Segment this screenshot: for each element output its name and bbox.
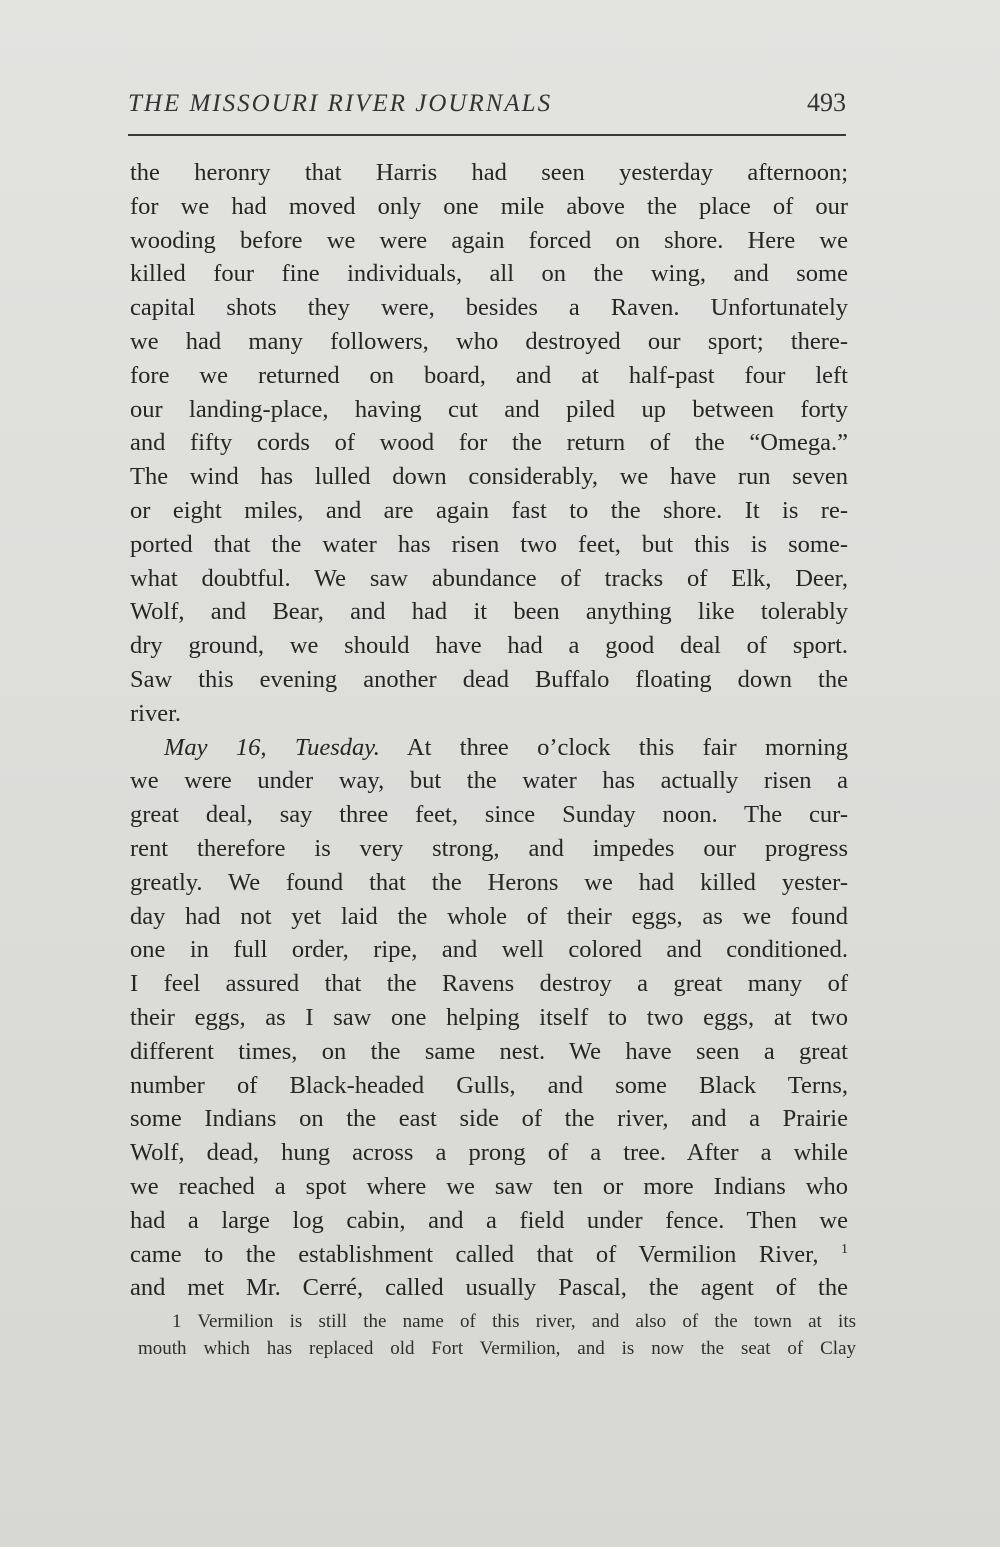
footnote-text: Vermilion is still the name of this river, and also of the town at its <box>181 1311 856 1332</box>
text-line: for we had moved only one mile above the place of our <box>130 192 848 220</box>
text-line: greatly. We found that the Herons we had killed yester- <box>130 868 848 896</box>
header-rule <box>128 134 846 136</box>
text-line: Saw this evening another dead Buffalo floating down the <box>130 665 848 693</box>
footnote-line <box>138 1308 856 1335</box>
text-line: river. <box>130 699 182 727</box>
text-line: The wind has lulled down considerably, we have run seven <box>130 463 848 491</box>
footnote-line: mouth which has replaced old Fort Vermilion, and is now the seat of Clay <box>138 1338 856 1359</box>
footnote-reference: 1 <box>841 1241 849 1257</box>
text-line: what doubtful. We saw abundance of tracks of Elk, Deer, <box>130 564 848 592</box>
text-line: we were under way, but the water has actually risen a <box>130 767 848 795</box>
text-line-with-note <box>130 1238 848 1272</box>
text-line: had a large log cabin, and a field under fence. Then we <box>130 1206 848 1234</box>
footnote <box>138 1308 856 1362</box>
footnote-marker: 1 <box>172 1311 182 1332</box>
paragraph-1 <box>130 156 848 731</box>
text-line: dry ground, we should have had a good deal of sport. <box>130 632 848 660</box>
text-line: wooding before we were again forced on shore. Here we <box>130 226 848 254</box>
text-line: one in full order, ripe, and well colored and conditioned. <box>130 936 848 964</box>
text-line: their eggs, as I saw one helping itself to two eggs, at two <box>130 1003 848 1031</box>
text-line: I feel assured that the Ravens destroy a great many of <box>130 970 848 998</box>
paragraph-2 <box>130 731 848 1306</box>
text-run: came to the establishment called that of Vermilion River, <box>130 1240 819 1268</box>
text-line: different times, on the same nest. We have seen a great <box>130 1037 848 1065</box>
text-run: At three o’clock this fair morning <box>379 733 848 761</box>
text-line: we had many followers, who destroyed our sport; there- <box>130 327 848 355</box>
text-line: great deal, say three feet, since Sunday noon. The cur- <box>130 801 848 829</box>
text-line: and met Mr. Cerré, called usually Pascal, the agent of the <box>130 1274 848 1302</box>
text-line: the heronry that Harris had seen yesterday afternoon; <box>130 159 848 186</box>
text-line: day had not yet laid the whole of their eggs, as we found <box>130 902 848 930</box>
page-number: 493 <box>807 88 846 117</box>
text-line: rent therefore is very strong, and impedes our progress <box>130 834 848 862</box>
text-line: we reached a spot where we saw ten or more Indians who <box>130 1172 848 1200</box>
text-line: number of Black-headed Gulls, and some Black Terns, <box>130 1071 848 1099</box>
text-line: and fifty cords of wood for the return of the “Omega.” <box>130 429 848 457</box>
text-line: fore we returned on board, and at half-past four left <box>130 361 848 389</box>
text-line: killed four fine individuals, all on the wing, and some <box>130 260 848 288</box>
body-text <box>130 156 848 1305</box>
text-line: Wolf, and Bear, and had it been anything like tolerably <box>130 598 848 626</box>
dateline: May 16, Tuesday. <box>164 733 380 761</box>
text-line: Wolf, dead, hung across a prong of a tree. After a while <box>130 1139 848 1167</box>
text-line: our landing-place, having cut and piled up between forty <box>130 395 848 423</box>
text-line-dated <box>130 731 848 765</box>
page-header <box>0 86 846 126</box>
text-line: capital shots they were, besides a Raven. Unfortunately <box>130 294 848 322</box>
text-line: ported that the water has risen two feet, but this is some- <box>130 530 848 558</box>
running-title: THE MISSOURI RIVER JOURNALS <box>128 90 553 117</box>
text-line: or eight miles, and are again fast to the shore. It is re- <box>130 496 848 524</box>
text-line: some Indians on the east side of the river, and a Prairie <box>130 1105 848 1133</box>
